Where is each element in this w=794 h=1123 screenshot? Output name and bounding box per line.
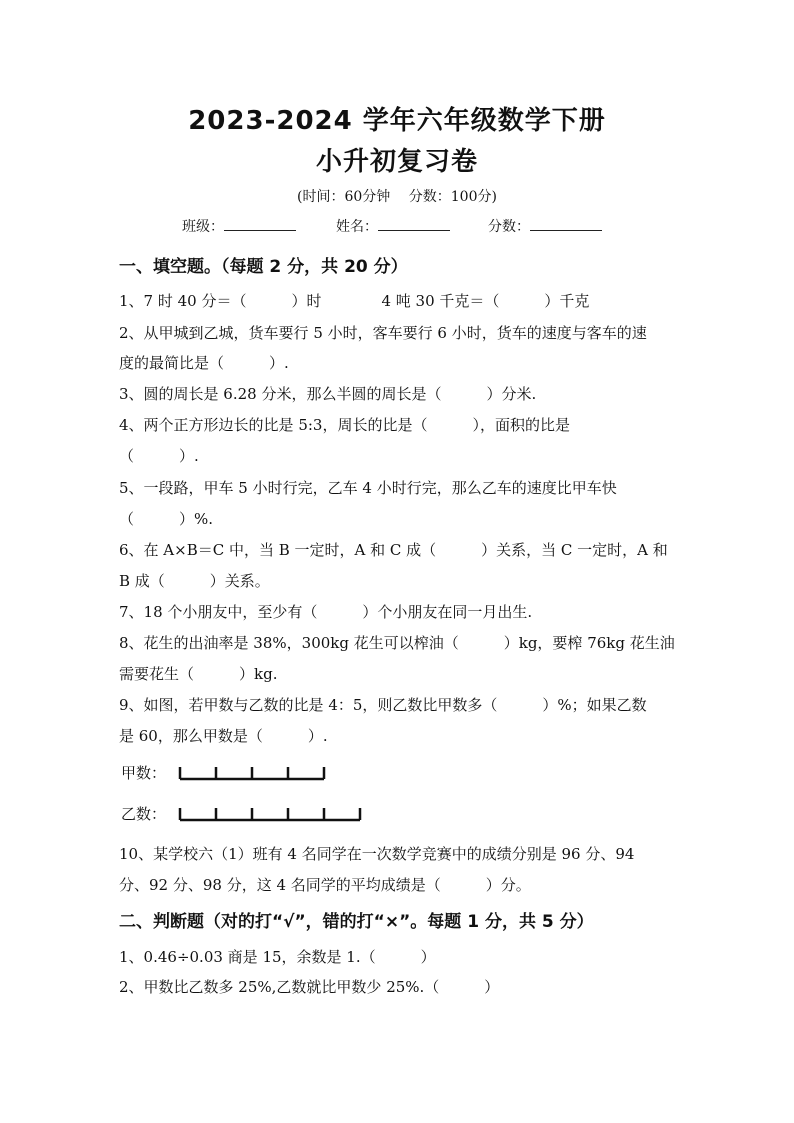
question-line: 7、18 个小朋友中，至少有（ ）个小朋友在同一月出生.: [119, 603, 533, 621]
question-line: 4、两个正方形边长的比是 5:3，周长的比是（ ），面积的比是: [119, 416, 570, 434]
jia-label: 甲数：: [121, 764, 167, 782]
exam-title: 2023-2024 学年六年级数学下册: [188, 106, 606, 136]
question-line: 度的最简比是（ ）.: [119, 354, 289, 372]
question-line: （ ）.: [119, 447, 199, 465]
class-blank[interactable]: [224, 216, 296, 231]
name-blank[interactable]: [378, 216, 450, 231]
name-field: [336, 216, 450, 236]
question-line: 需要花生（ ）kg.: [119, 665, 278, 683]
question-line: B 成（ ）关系。: [119, 572, 270, 590]
exam-subtitle: 小升初复习卷: [315, 147, 478, 177]
yi-label: 乙数：: [121, 805, 167, 823]
score-label: 分数：: [488, 219, 530, 235]
class-field: [182, 216, 296, 236]
question-line: 2、甲数比乙数多 25%,乙数就比甲数少 25%.（ ）: [119, 978, 500, 996]
question-line: 2、从甲城到乙城，货车要行 5 小时，客车要行 6 小时，货车的速度与客车的速: [119, 324, 647, 342]
question-line: 6、在 A×B＝C 中，当 B 一定时，A 和 C 成（ ）关系，当 C 一定时，A 和: [119, 541, 668, 559]
question-line: （ ）%.: [119, 510, 214, 528]
time-info: (时间：60分钟 分数：100分): [297, 189, 497, 205]
question-line: 5、一段路，甲车 5 小时行完，乙车 4 小时行完，那么乙车的速度比甲车快: [119, 479, 617, 497]
question-line: 1、0.46÷0.03 商是 15，余数是 1.（ ）: [119, 948, 436, 966]
jia-segment-bar: [177, 762, 337, 784]
name-label: 姓名：: [336, 219, 378, 235]
question-line: 是 60，那么甲数是（ ）.: [119, 727, 328, 745]
question-line: 10、某学校六（1）班有 4 名同学在一次数学竞赛中的成绩分别是 96 分、94: [119, 845, 635, 863]
score-blank[interactable]: [530, 216, 602, 231]
section2-heading: 二、判断题（对的打“√”，错的打“×”。每题 1 分，共 5 分）: [119, 912, 594, 932]
score-field: [488, 216, 602, 236]
question-line: 9、如图，若甲数与乙数的比是 4：5，则乙数比甲数多（ ）%；如果乙数: [119, 696, 647, 714]
yi-segment-bar: [177, 803, 377, 825]
class-label: 班级：: [182, 219, 224, 235]
question-line: 8、花生的出油率是 38%，300kg 花生可以榨油（ ）kg，要榨 76kg 花生油: [119, 634, 675, 652]
question-line: 3、圆的周长是 6.28 分米，那么半圆的周长是（ ）分米.: [119, 385, 537, 403]
question-line: 1、7 时 40 分＝（ ）时 4 吨 30 千克＝（ ）千克: [119, 292, 590, 310]
question-line: 分、92 分、98 分，这 4 名同学的平均成绩是（ ）分。: [119, 876, 531, 894]
section1-heading: 一、填空题。（每题 2 分，共 20 分）: [119, 257, 408, 277]
